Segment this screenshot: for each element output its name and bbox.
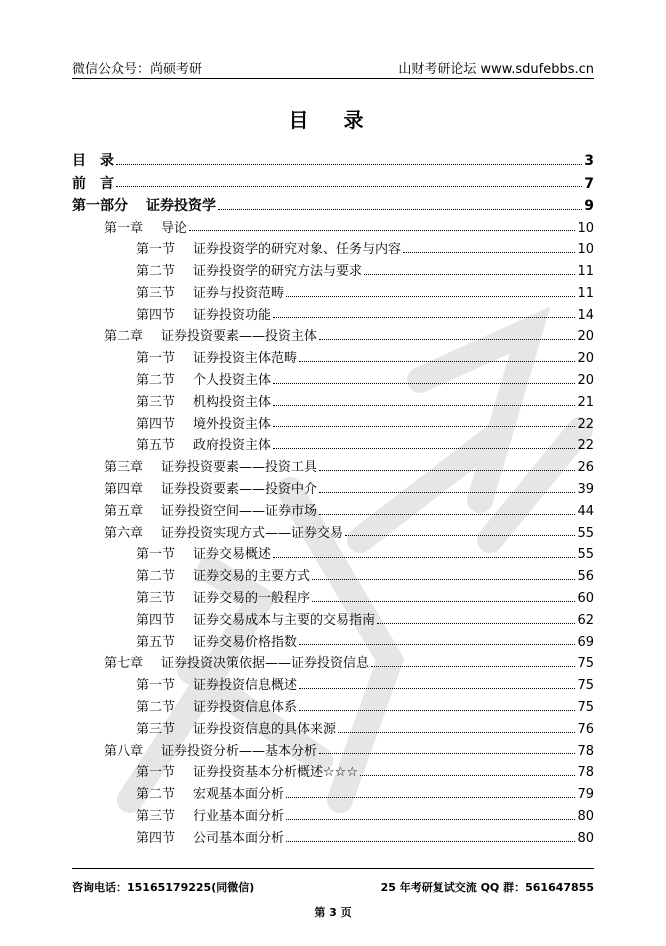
toc-entry-title: 导论 xyxy=(161,220,188,236)
toc-entry[interactable] xyxy=(72,762,594,784)
toc-dot-leader xyxy=(273,404,575,406)
header-left-text: 微信公众号：尚硕考研 xyxy=(72,62,203,77)
toc-entry-title: 证券投资学的研究方法与要求 xyxy=(193,264,363,280)
toc-entry[interactable] xyxy=(72,697,594,719)
toc-entry-title: 证券投资实现方式——证券交易 xyxy=(161,525,344,541)
header-right-text: 山财考研论坛 www.sdufebbs.cn xyxy=(398,62,594,77)
footer-contact: 咨询电话：15165179225(同微信) xyxy=(72,881,255,894)
toc-entry-page: 75 xyxy=(577,678,594,694)
toc-entry[interactable] xyxy=(72,414,594,436)
toc-entry-page: 80 xyxy=(577,809,594,825)
toc-dot-leader xyxy=(286,796,575,798)
toc-entry[interactable] xyxy=(72,392,594,414)
toc-entry-page: 80 xyxy=(577,830,594,846)
toc-entry-title: 证券投资决策依据——证券投资信息 xyxy=(161,656,370,672)
toc-dot-leader xyxy=(273,425,575,427)
toc-entry-number: 前 言 xyxy=(72,175,114,192)
toc-entry-title: 行业基本面分析 xyxy=(193,809,285,825)
toc-entry[interactable] xyxy=(72,675,594,697)
toc-dot-leader xyxy=(403,251,575,253)
toc-dot-leader xyxy=(312,600,575,602)
toc-entry-title: 公司基本面分析 xyxy=(193,830,285,846)
toc-entry-page: 44 xyxy=(577,503,594,519)
toc-entry-title: 证券交易价格指数 xyxy=(193,634,298,650)
toc-entry-number: 第四节 xyxy=(136,830,176,846)
toc-entry-number: 第一节 xyxy=(136,351,176,367)
toc-dot-leader xyxy=(338,731,575,733)
toc-entry-page: 9 xyxy=(584,198,594,214)
toc-entry[interactable] xyxy=(72,370,594,392)
footer-qq-group: 25 年考研复试交流 QQ 群：561647855 xyxy=(380,881,594,894)
toc-dot-leader xyxy=(299,709,575,711)
toc-entry-number: 第四章 xyxy=(104,482,144,498)
toc-entry-page: 11 xyxy=(577,264,594,280)
toc-entry-number: 第三章 xyxy=(104,460,144,476)
toc-entry-page: 21 xyxy=(577,394,594,410)
toc-entry-page: 75 xyxy=(577,700,594,716)
toc-entry-title: 境外投资主体 xyxy=(193,416,272,432)
toc-entry[interactable] xyxy=(72,239,594,261)
toc-entry-title: 证券投资学的研究对象、任务与内容 xyxy=(193,242,402,258)
toc-entry-title: 宏观基本面分析 xyxy=(193,787,285,803)
toc-entry-page: 10 xyxy=(577,220,594,236)
toc-entry-number: 第四节 xyxy=(136,612,176,628)
toc-entry-page: 76 xyxy=(577,721,594,737)
page-footer xyxy=(72,868,594,897)
toc-dot-leader xyxy=(319,338,575,340)
toc-entry-number: 第二节 xyxy=(136,787,176,803)
toc-entry-number: 第七章 xyxy=(104,656,144,672)
toc-entry[interactable] xyxy=(72,435,594,457)
toc-dot-leader xyxy=(189,229,575,231)
toc-entry[interactable] xyxy=(72,218,594,240)
toc-entry[interactable] xyxy=(72,653,594,675)
page-number: 第 3 页 xyxy=(314,906,352,919)
toc-entry-title: 证券投资空间——证券市场 xyxy=(161,503,318,519)
toc-title: 目 录 xyxy=(288,108,378,132)
toc-entry-title: 证券投资分析——基本分析 xyxy=(161,743,318,759)
toc-entry-page: 75 xyxy=(577,656,594,672)
toc-entry[interactable] xyxy=(72,173,594,196)
toc-entry-number: 第五章 xyxy=(104,503,144,519)
toc-entry[interactable] xyxy=(72,806,594,828)
toc-entry-page: 26 xyxy=(577,460,594,476)
toc-entry[interactable] xyxy=(72,610,594,632)
toc-entry-number: 第二节 xyxy=(136,373,176,389)
toc-entry-number: 第一节 xyxy=(136,242,176,258)
toc-entry-page: 22 xyxy=(577,416,594,432)
toc-entry[interactable] xyxy=(72,261,594,283)
toc-entry-page: 22 xyxy=(577,438,594,454)
toc-dot-leader xyxy=(273,556,575,558)
toc-entry[interactable] xyxy=(72,501,594,523)
toc-entry[interactable] xyxy=(72,588,594,610)
toc-entry-title: 证券投资信息的具体来源 xyxy=(193,721,337,737)
toc-dot-leader xyxy=(345,534,575,536)
toc-entry-number: 第一节 xyxy=(136,765,176,781)
toc-entry-page: 78 xyxy=(577,765,594,781)
toc-entry-page: 20 xyxy=(577,351,594,367)
toc-entry-title: 证券投资信息体系 xyxy=(193,700,298,716)
toc-dot-leader xyxy=(319,491,575,493)
toc-entry-number: 第三节 xyxy=(136,809,176,825)
toc-entry-number: 目 录 xyxy=(72,153,114,169)
toc-entry-number: 第八章 xyxy=(104,743,144,759)
toc-entry-page: 56 xyxy=(577,569,594,585)
toc-entry-number: 第四节 xyxy=(136,416,176,432)
toc-entry-page: 14 xyxy=(577,307,594,323)
toc-entry[interactable] xyxy=(72,632,594,654)
toc-entry-number: 第三节 xyxy=(136,721,176,737)
toc-dot-leader xyxy=(286,818,575,820)
toc-entry[interactable] xyxy=(72,479,594,501)
toc-entry-number: 第三节 xyxy=(136,285,176,301)
toc-entry-number: 第二节 xyxy=(136,569,176,585)
page-header xyxy=(72,56,594,79)
toc-dot-leader xyxy=(299,360,575,362)
toc-entry[interactable] xyxy=(72,150,594,173)
toc-entry-number: 第二节 xyxy=(136,264,176,280)
toc-dot-leader xyxy=(371,665,575,667)
toc-entry-title: 证券投资要素——投资中介 xyxy=(161,482,318,498)
toc-entry-number: 第四节 xyxy=(136,307,176,323)
toc-entry-number: 第六章 xyxy=(104,525,144,541)
toc-entry-title: 个人投资主体 xyxy=(193,373,272,389)
toc-dot-leader xyxy=(273,382,575,384)
toc-dot-leader xyxy=(218,208,582,210)
toc-dot-leader xyxy=(319,752,575,754)
toc-entry[interactable] xyxy=(72,741,594,763)
toc-entry[interactable] xyxy=(72,195,594,218)
toc-entry[interactable] xyxy=(72,457,594,479)
toc-dot-leader xyxy=(364,273,575,275)
toc-entry-title: 证券交易概述 xyxy=(193,547,272,563)
toc-entry[interactable] xyxy=(72,566,594,588)
toc-entry-number: 第一节 xyxy=(136,547,176,563)
toc-dot-leader xyxy=(116,163,582,165)
toc-entry-title: 证券投资主体范畴 xyxy=(193,351,298,367)
toc-entry[interactable] xyxy=(72,784,594,806)
toc-entry-title: 证券投资要素——投资主体 xyxy=(161,329,318,345)
toc-entry[interactable] xyxy=(72,719,594,741)
toc-entry-page: 62 xyxy=(577,612,594,628)
toc-entry-page: 7 xyxy=(584,175,594,192)
toc-dot-leader xyxy=(299,643,575,645)
toc-entry-page: 11 xyxy=(577,285,594,301)
toc-entry-page: 3 xyxy=(584,153,594,169)
toc-entry[interactable] xyxy=(72,523,594,545)
toc-dot-leader xyxy=(286,840,575,842)
toc-entry[interactable] xyxy=(72,828,594,850)
toc-entry[interactable] xyxy=(72,283,594,305)
toc-entry-number: 第三节 xyxy=(136,591,176,607)
toc-entry-page: 60 xyxy=(577,591,594,607)
toc-dot-leader xyxy=(319,513,575,515)
toc-entry-number: 第五节 xyxy=(136,438,176,454)
toc-entry-page: 79 xyxy=(577,787,594,803)
toc-entry-title: 证券交易的一般程序 xyxy=(193,591,311,607)
toc-entry-title: 证券交易成本与主要的交易指南 xyxy=(193,612,376,628)
toc-entry-title: 证券投资基本分析概述☆☆☆ xyxy=(193,765,358,781)
toc-entry-page: 69 xyxy=(577,634,594,650)
toc-dot-leader xyxy=(286,295,575,297)
toc-entry-page: 55 xyxy=(577,547,594,563)
toc-entry-title: 证券投资要素——投资工具 xyxy=(161,460,318,476)
toc-entry-page: 55 xyxy=(577,525,594,541)
toc-dot-leader xyxy=(319,469,575,471)
toc-entry-number: 第二节 xyxy=(136,700,176,716)
toc-entry-page: 39 xyxy=(577,482,594,498)
toc-dot-leader xyxy=(312,578,575,580)
toc-entry-title: 证券投资学 xyxy=(146,198,216,214)
toc-entry-number: 第一节 xyxy=(136,678,176,694)
toc-entry-number: 第三节 xyxy=(136,394,176,410)
toc-entry-number: 第五节 xyxy=(136,634,176,650)
toc-dot-leader xyxy=(299,687,575,689)
toc-dot-leader xyxy=(360,774,575,776)
toc-entry[interactable] xyxy=(72,544,594,566)
toc-entry[interactable] xyxy=(72,348,594,370)
toc-dot-leader xyxy=(273,447,575,449)
toc-entry-page: 10 xyxy=(577,242,594,258)
toc-entry-title: 证券投资信息概述 xyxy=(193,678,298,694)
toc-entry-title: 证券投资功能 xyxy=(193,307,272,323)
toc-entry-number: 第一章 xyxy=(104,220,144,236)
toc-entry-title: 机构投资主体 xyxy=(193,394,272,410)
toc-entry[interactable] xyxy=(72,305,594,327)
toc-dot-leader xyxy=(116,185,582,187)
toc-entry-title: 政府投资主体 xyxy=(193,438,272,454)
toc-dot-leader xyxy=(273,316,575,318)
toc-dot-leader xyxy=(377,622,575,624)
toc-entry-number: 第二章 xyxy=(104,329,144,345)
toc-entry-title: 证券交易的主要方式 xyxy=(193,569,311,585)
toc-entry-title: 证券与投资范畴 xyxy=(193,285,285,301)
toc-entry-page: 78 xyxy=(577,743,594,759)
toc-entry-page: 20 xyxy=(577,329,594,345)
toc-entry-page: 20 xyxy=(577,373,594,389)
toc-entry[interactable] xyxy=(72,326,594,348)
table-of-contents xyxy=(72,150,594,850)
toc-entry-number: 第一部分 xyxy=(72,198,128,214)
